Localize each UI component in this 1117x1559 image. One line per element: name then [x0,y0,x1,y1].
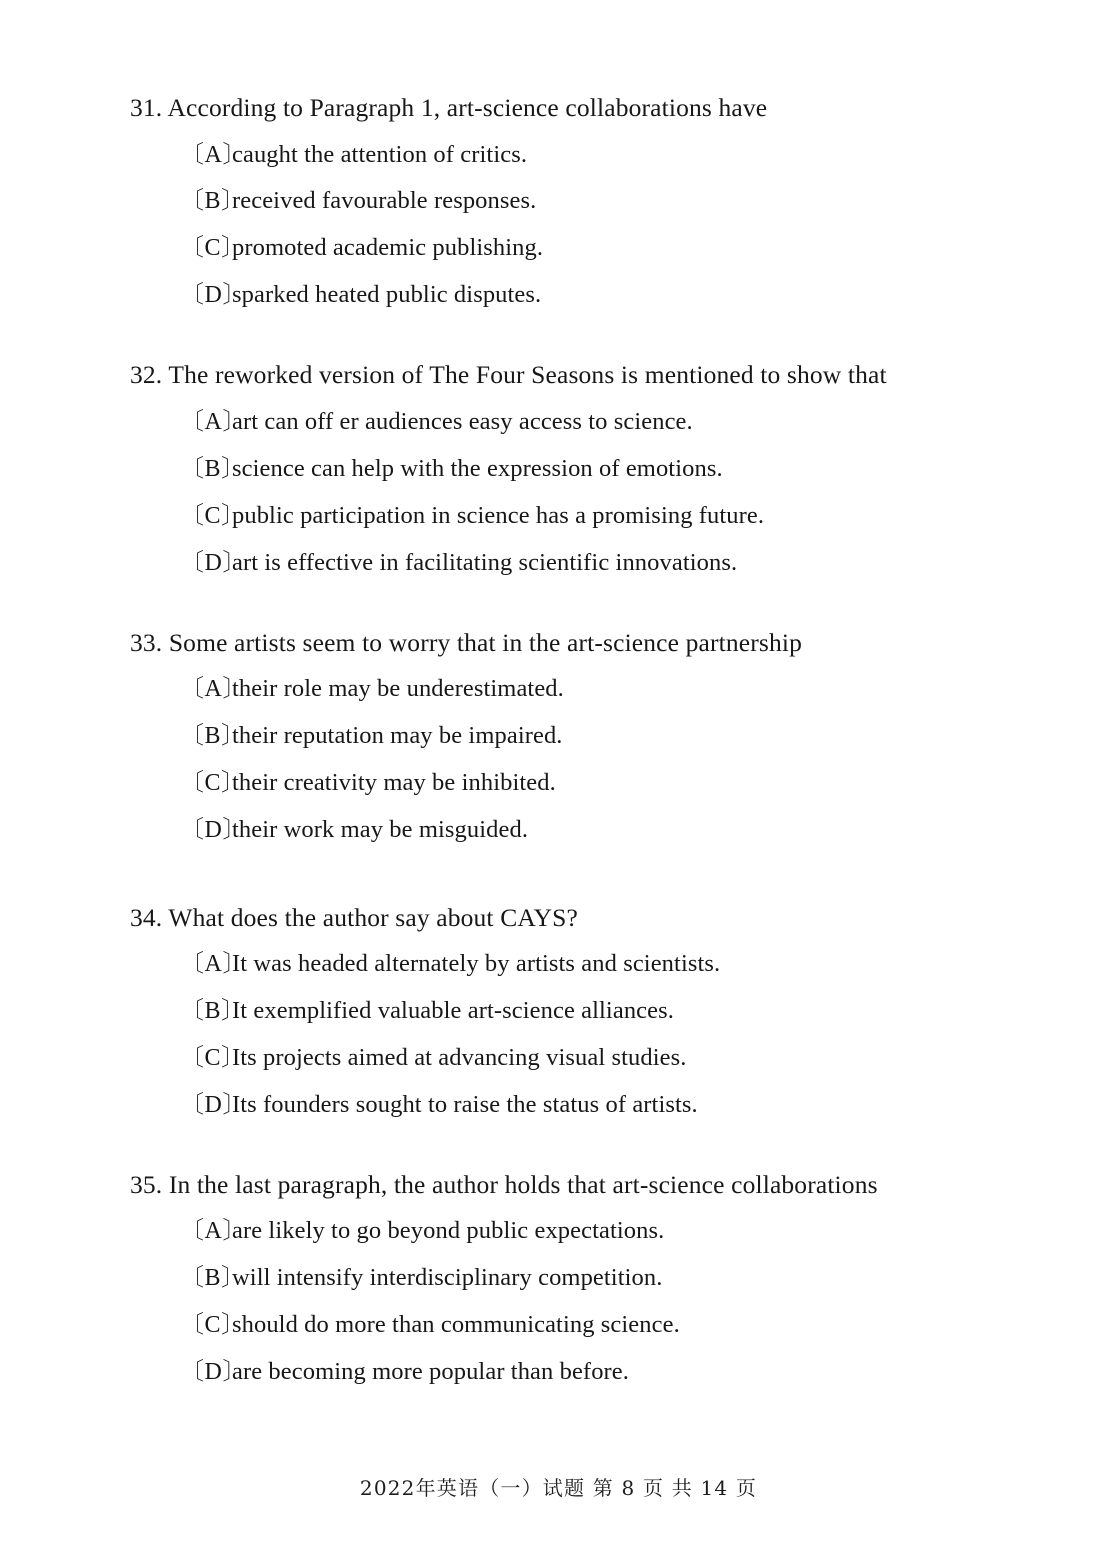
option-marker: 〔A〕 [180,676,247,702]
option-text: art is effective in facilitating scientific innovations. [232,549,738,576]
option-marker: 〔C〕 [180,503,246,529]
option-text: It was headed alternately by artists and scientists. [232,950,721,977]
option-row[interactable] [0,143,1117,168]
question-stem: 34. What does the author say about CAYS? [130,903,578,932]
option-marker: 〔A〕 [180,951,247,977]
option-marker: 〔D〕 [180,282,247,308]
option-row[interactable] [0,1093,1117,1118]
option-text: public participation in science has a promising future. [232,502,765,529]
option-marker: 〔C〕 [180,1045,246,1071]
option-row[interactable] [0,1046,1117,1071]
option-marker: 〔D〕 [180,1359,247,1385]
option-text: are likely to go beyond public expectations. [232,1217,665,1244]
option-row[interactable] [0,724,1117,749]
option-marker: 〔B〕 [180,456,246,482]
option-marker: 〔B〕 [180,723,246,749]
option-row[interactable] [0,551,1117,576]
option-row[interactable] [0,677,1117,702]
option-text: promoted academic publishing. [232,234,544,261]
option-row[interactable] [0,1360,1117,1385]
question-stem: 35. In the last paragraph, the author holds that art-science collaborations [130,1170,878,1199]
option-row[interactable] [0,410,1117,435]
option-text: art can off er audiences easy access to science. [232,408,693,435]
option-marker: 〔B〕 [180,188,246,214]
option-marker: 〔C〕 [180,235,246,261]
option-row[interactable] [0,457,1117,482]
option-text: their role may be underestimated. [232,675,564,702]
option-marker: 〔D〕 [180,817,247,843]
option-text: their creativity may be inhibited. [232,769,556,796]
option-row[interactable] [0,771,1117,796]
option-text: their work may be misguided. [232,816,529,843]
question-stem: 33. Some artists seem to worry that in the art-science partnership [130,628,803,657]
option-row[interactable] [0,189,1117,214]
option-row[interactable] [0,504,1117,529]
option-marker: 〔D〕 [180,550,247,576]
option-text: Its founders sought to raise the status of artists. [232,1091,698,1118]
option-row[interactable] [0,952,1117,977]
option-marker: 〔B〕 [180,1265,246,1291]
option-text: will intensify interdisciplinary competition. [232,1264,663,1291]
option-row[interactable] [0,1266,1117,1291]
option-marker: 〔A〕 [180,409,247,435]
option-marker: 〔C〕 [180,770,246,796]
question-stem: 31. According to Paragraph 1, art-science collaborations have [130,93,768,122]
option-text: are becoming more popular than before. [232,1358,629,1385]
option-marker: 〔D〕 [180,1092,247,1118]
option-row[interactable] [0,818,1117,843]
option-row[interactable] [0,236,1117,261]
option-text: Its projects aimed at advancing visual studies. [232,1044,687,1071]
option-text: their reputation may be impaired. [232,722,563,749]
question-stem: 32. The reworked version of The Four Seasons is mentioned to show that [130,360,887,389]
option-row[interactable] [0,283,1117,308]
option-row[interactable] [0,1313,1117,1338]
option-marker: 〔C〕 [180,1312,246,1338]
option-marker: 〔A〕 [180,142,247,168]
option-text: received favourable responses. [232,187,537,214]
option-text: sparked heated public disputes. [232,281,542,308]
option-marker: 〔B〕 [180,998,246,1024]
page-footer: 2022年英语（一）试题 第 8 页 共 14 页 [359,1476,758,1500]
option-marker: 〔A〕 [180,1218,247,1244]
option-text: It exemplified valuable art-science alliances. [232,997,674,1024]
option-text: should do more than communicating science. [232,1311,680,1338]
option-row[interactable] [0,1219,1117,1244]
option-text: science can help with the expression of emotions. [232,455,723,482]
option-row[interactable] [0,999,1117,1024]
option-text: caught the attention of critics. [232,141,528,168]
